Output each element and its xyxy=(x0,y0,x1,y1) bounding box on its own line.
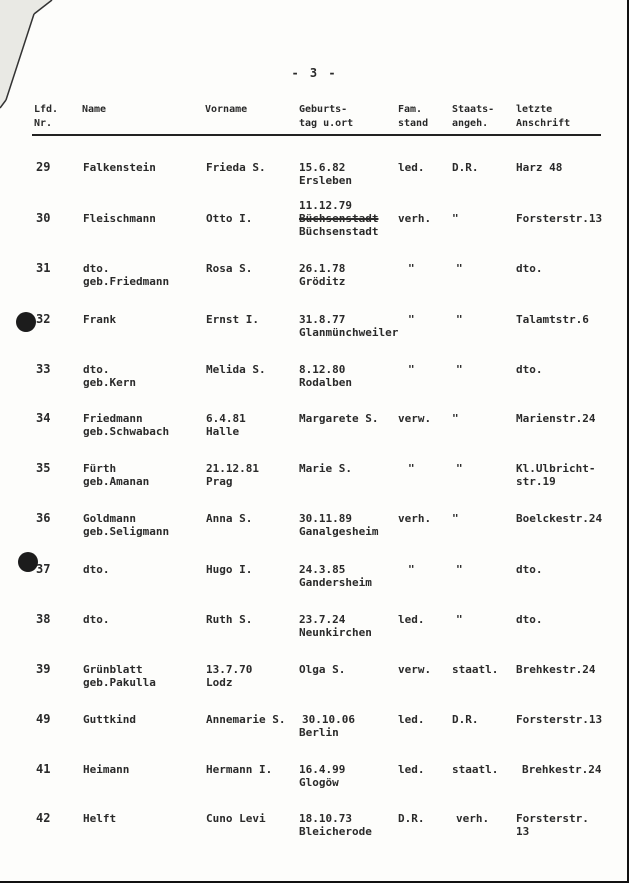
row-number: 34 xyxy=(36,411,51,425)
row-name: dto. xyxy=(83,613,110,626)
row-birth-place-shifted: Prag xyxy=(206,475,233,488)
row-name: Heimann xyxy=(83,763,130,776)
row-citizenship: " xyxy=(452,412,459,425)
table-row xyxy=(0,412,629,456)
row-birth-date-shifted: 6.4.81 xyxy=(206,412,246,425)
header-staats-2: angeh. xyxy=(452,118,489,129)
row-address-line-2: 13 xyxy=(516,825,530,838)
row-maiden-name: geb.Amanan xyxy=(83,475,150,488)
row-citizenship: " xyxy=(456,613,463,626)
row-vorname: Hugo I. xyxy=(206,563,253,576)
row-vorname: Annemarie S. xyxy=(206,713,286,726)
row-number: 38 xyxy=(36,612,51,626)
row-family-status: led. xyxy=(398,613,425,626)
row-address: Brehkestr.24 xyxy=(516,663,596,676)
header-name: Name xyxy=(82,104,107,115)
row-name: Fleischmann xyxy=(83,212,156,225)
row-maiden-name: geb.Pakulla xyxy=(83,676,156,689)
row-birth-place: Gröditz xyxy=(299,275,346,288)
row-number: 39 xyxy=(36,662,51,676)
row-vorname: Hermann I. xyxy=(206,763,273,776)
row-citizenship: " xyxy=(452,512,459,525)
row-family-status: verw. xyxy=(398,412,432,425)
row-address: dto. xyxy=(516,363,543,376)
table-row xyxy=(0,763,629,807)
table-row xyxy=(0,812,629,856)
row-birth-date: 26.1.78 xyxy=(299,262,346,275)
row-family-status: " xyxy=(408,462,415,475)
row-family-status: led. xyxy=(398,763,425,776)
header-staats-1: Staats- xyxy=(452,104,495,115)
row-citizenship: D.R. xyxy=(452,161,479,174)
header-geburt-1: Geburts- xyxy=(299,104,348,115)
row-citizenship: " xyxy=(456,262,463,275)
row-name: Friedmann xyxy=(83,412,143,425)
row-number: 36 xyxy=(36,511,51,525)
header-divider xyxy=(32,134,601,136)
row-family-status: " xyxy=(408,363,415,376)
row-number: 31 xyxy=(36,261,51,275)
row-birth-date: 15.6.82 xyxy=(299,161,346,174)
row-name: Guttkind xyxy=(83,713,136,726)
row-number: 30 xyxy=(36,211,51,225)
row-family-status: " xyxy=(408,313,415,326)
row-citizenship: " xyxy=(456,363,463,376)
table-row xyxy=(0,199,629,245)
row-birth-place: Glanmünchweiler xyxy=(299,326,399,339)
row-citizenship: " xyxy=(456,313,463,326)
row-maiden-name: geb.Schwabach xyxy=(83,425,170,438)
row-name: Grünblatt xyxy=(83,663,143,676)
row-name: Falkenstein xyxy=(83,161,156,174)
row-address: Harz 48 xyxy=(516,161,563,174)
row-vorname-shifted: Olga S. xyxy=(299,663,346,676)
row-family-status: verh. xyxy=(398,212,432,225)
row-address: Forsterstr.13 xyxy=(516,212,603,225)
row-citizenship: staatl. xyxy=(452,663,499,676)
table-row xyxy=(0,613,629,657)
header-fam-1: Fam. xyxy=(398,104,423,115)
row-birth-date: 18.10.73 xyxy=(299,812,352,825)
row-name: Helft xyxy=(83,812,117,825)
row-name: dto. xyxy=(83,262,110,275)
row-address: dto. xyxy=(516,262,543,275)
table-row xyxy=(0,363,629,407)
row-number: 32 xyxy=(36,312,51,326)
row-address: dto. xyxy=(516,563,543,576)
row-vorname: Ernst I. xyxy=(206,313,259,326)
row-address: Boelckestr.24 xyxy=(516,512,603,525)
header-fam-2: stand xyxy=(398,118,429,129)
row-number: 37 xyxy=(36,562,51,576)
row-address: Brehkestr.24 xyxy=(522,763,602,776)
row-birth-date: 16.4.99 xyxy=(299,763,346,776)
row-maiden-name: geb.Seligmann xyxy=(83,525,170,538)
row-family-status: " xyxy=(408,262,415,275)
table-row xyxy=(0,663,629,707)
row-birth-place: Neunkirchen xyxy=(299,626,372,639)
header-geburt-2: tag u.ort xyxy=(299,118,354,129)
row-birth-date-shifted: 21.12.81 xyxy=(206,462,259,475)
row-birth-date-shifted: 13.7.70 xyxy=(206,663,253,676)
row-birth-date: 8.12.80 xyxy=(299,363,346,376)
row-family-status: " xyxy=(408,563,415,576)
row-name: dto. xyxy=(83,363,110,376)
row-citizenship: D.R. xyxy=(452,713,479,726)
row-name: Frank xyxy=(83,313,117,326)
row-vorname: Frieda S. xyxy=(206,161,266,174)
row-address: Forsterstr.13 xyxy=(516,713,603,726)
row-birth-date: 31.8.77 xyxy=(299,313,346,326)
row-birth-place: Ganalgesheim xyxy=(299,525,379,538)
row-maiden-name: geb.Kern xyxy=(83,376,136,389)
row-birth-date: 30.11.89 xyxy=(299,512,352,525)
row-address: Kl.Ulbricht- xyxy=(516,462,596,475)
row-birth-place: Rodalben xyxy=(299,376,352,389)
row-number: 42 xyxy=(36,811,51,825)
row-maiden-name: geb.Friedmann xyxy=(83,275,170,288)
header-vorname: Vorname xyxy=(205,104,248,115)
row-birth-place: Glogöw xyxy=(299,776,339,789)
folded-corner-icon xyxy=(0,0,60,110)
row-birth-place: Büchsenstadt xyxy=(299,225,379,238)
row-address: Forsterstr. xyxy=(516,812,589,825)
row-number: 33 xyxy=(36,362,51,376)
row-vorname: Rosa S. xyxy=(206,262,253,275)
row-birth-place-shifted: Lodz xyxy=(206,676,233,689)
row-vorname: Anna S. xyxy=(206,512,253,525)
table-row xyxy=(0,262,629,306)
row-address: Talamtstr.6 xyxy=(516,313,589,326)
row-family-status: led. xyxy=(398,161,425,174)
table-row xyxy=(0,713,629,757)
header-letzte-1: letzte xyxy=(516,104,553,115)
table-row xyxy=(0,563,629,607)
row-citizenship: " xyxy=(456,462,463,475)
table-row xyxy=(0,462,629,506)
row-citizenship: " xyxy=(452,212,459,225)
header-letzte-2: Anschrift xyxy=(516,118,571,129)
row-birth-date: 30.10.06 xyxy=(302,713,355,726)
row-citizenship: verh. xyxy=(456,812,490,825)
row-number: 35 xyxy=(36,461,51,475)
row-birth-place-shifted: Halle xyxy=(206,425,240,438)
row-vorname: Otto I. xyxy=(206,212,253,225)
row-address: dto. xyxy=(516,613,543,626)
header-nr: Nr. xyxy=(34,118,53,129)
row-birth-date: 11.12.79 xyxy=(299,199,352,212)
table-row xyxy=(0,313,629,357)
row-birth-place-struck: Büchsenstadt xyxy=(299,212,379,225)
row-address: Marienstr.24 xyxy=(516,412,596,425)
row-number: 29 xyxy=(36,160,51,174)
row-vorname: Melida S. xyxy=(206,363,266,376)
row-name: dto. xyxy=(83,563,110,576)
table-row xyxy=(0,512,629,556)
row-birth-place: Ersleben xyxy=(299,174,352,187)
row-family-status: D.R. xyxy=(398,812,425,825)
row-vorname-shifted: Margarete S. xyxy=(299,412,379,425)
row-vorname: Ruth S. xyxy=(206,613,253,626)
header-lfd: Lfd. xyxy=(34,104,59,115)
row-birth-date: 23.7.24 xyxy=(299,613,346,626)
row-citizenship: staatl. xyxy=(452,763,499,776)
row-birth-place: Berlin xyxy=(299,726,339,739)
table-header xyxy=(0,104,629,134)
row-vorname-shifted: Marie S. xyxy=(299,462,352,475)
row-number: 49 xyxy=(36,712,51,726)
row-citizenship: " xyxy=(456,563,463,576)
row-birth-date: 24.3.85 xyxy=(299,563,346,576)
page-number: - 3 - xyxy=(291,66,338,80)
row-birth-place: Bleicherode xyxy=(299,825,372,838)
row-family-status: led. xyxy=(398,713,425,726)
row-family-status: verw. xyxy=(398,663,432,676)
row-family-status: verh. xyxy=(398,512,432,525)
row-name: Goldmann xyxy=(83,512,136,525)
row-number: 41 xyxy=(36,762,51,776)
row-address-line-2: str.19 xyxy=(516,475,556,488)
row-name: Fürth xyxy=(83,462,117,475)
row-vorname: Cuno Levi xyxy=(206,812,266,825)
row-birth-place: Gandersheim xyxy=(299,576,372,589)
